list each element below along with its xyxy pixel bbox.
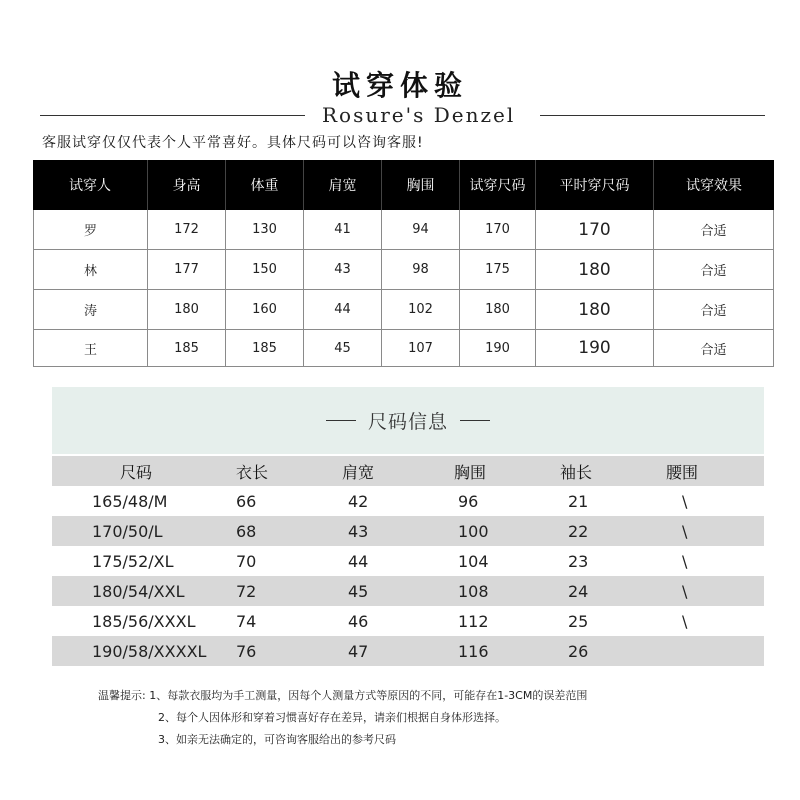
size-cell: 72 xyxy=(236,581,257,601)
size-cell: 74 xyxy=(236,611,257,631)
table-row xyxy=(52,486,764,516)
size-cell: 21 xyxy=(568,491,589,511)
size-cell: 47 xyxy=(348,641,369,661)
tryon-cell: 合适 xyxy=(700,224,727,239)
size-header-cell: 袖长 xyxy=(560,462,593,482)
tryon-cell: 130 xyxy=(226,210,304,249)
size-cell: 175/52/XL xyxy=(92,551,174,571)
tip-line: 温馨提示: 1、每款衣服均为手工测量，因每个人测量方式等原因的不同，可能存在1-3CM的误差范围 xyxy=(98,689,588,702)
tryon-cell: 170 xyxy=(536,210,654,249)
size-cell: 170/50/L xyxy=(92,521,163,541)
tryon-cell: 44 xyxy=(304,290,382,329)
tryon-cell: 180 xyxy=(460,290,536,329)
size-cell: 23 xyxy=(568,551,589,571)
tip-line: 2、每个人因体形和穿着习惯喜好存在差异，请亲们根据自身体形选择。 xyxy=(158,711,506,724)
tryon-cell: 180 xyxy=(536,290,654,329)
size-header-cell: 腰围 xyxy=(666,462,699,482)
size-cell: 100 xyxy=(458,521,489,541)
size-cell: \ xyxy=(682,491,688,511)
tryon-cell: 190 xyxy=(536,330,654,366)
size-cell: 46 xyxy=(348,611,369,631)
tryon-cell: 45 xyxy=(304,330,382,366)
tryon-header-row xyxy=(33,160,774,210)
table-row xyxy=(52,546,764,576)
tryon-cell: 185 xyxy=(148,330,226,366)
size-cell: \ xyxy=(682,581,688,601)
tryon-cell: 41 xyxy=(304,210,382,249)
tryon-cell: 185 xyxy=(226,330,304,366)
size-cell: 68 xyxy=(236,521,257,541)
tryon-cell: 王 xyxy=(34,330,148,366)
banner-dash-right xyxy=(460,420,490,421)
tryon-cell: 190 xyxy=(460,330,536,366)
size-cell: \ xyxy=(682,521,688,541)
size-cell: 42 xyxy=(348,491,369,511)
size-cell: 25 xyxy=(568,611,589,631)
size-cell: 108 xyxy=(458,581,489,601)
tryon-header-cell: 试穿效果 xyxy=(686,178,742,194)
tips-block xyxy=(98,688,587,754)
tryon-header-cell: 肩宽 xyxy=(304,160,382,210)
size-cell: 104 xyxy=(458,551,489,571)
size-cell: 76 xyxy=(236,641,257,661)
tryon-cell: 177 xyxy=(148,250,226,289)
size-cell: 96 xyxy=(458,491,479,511)
tryon-header-cell: 体重 xyxy=(226,160,304,210)
banner-dash-left xyxy=(326,420,356,421)
size-cell: 66 xyxy=(236,491,257,511)
size-info-banner xyxy=(52,387,764,454)
size-cell: 116 xyxy=(458,641,489,661)
size-cell: 165/48/M xyxy=(92,491,168,511)
tryon-cell: 160 xyxy=(226,290,304,329)
tryon-header-cell: 平时穿尺码 xyxy=(536,160,654,210)
tryon-cell: 180 xyxy=(536,250,654,289)
tryon-cell: 林 xyxy=(34,250,148,289)
divider-right xyxy=(540,115,765,116)
tryon-cell: 107 xyxy=(382,330,460,366)
size-cell: 190/58/XXXXL xyxy=(92,641,207,661)
size-cell: \ xyxy=(682,611,688,631)
subtitle-row xyxy=(40,103,765,127)
tryon-cell: 罗 xyxy=(34,210,148,249)
size-header-cell: 胸围 xyxy=(454,462,487,482)
size-cell: 44 xyxy=(348,551,369,571)
divider-left xyxy=(40,115,305,116)
tryon-cell: 合适 xyxy=(700,304,727,319)
size-header-row xyxy=(52,456,764,486)
size-cell: 24 xyxy=(568,581,589,601)
tryon-cell: 94 xyxy=(382,210,460,249)
table-row xyxy=(52,576,764,606)
tryon-header-cell: 试穿尺码 xyxy=(460,160,536,210)
tryon-cell: 175 xyxy=(460,250,536,289)
tryon-cell: 98 xyxy=(382,250,460,289)
table-row xyxy=(52,516,764,546)
size-cell: 43 xyxy=(348,521,369,541)
tryon-cell: 172 xyxy=(148,210,226,249)
tryon-cell: 150 xyxy=(226,250,304,289)
tryon-header-cell: 胸围 xyxy=(382,160,460,210)
size-info-title: 尺码信息 xyxy=(367,411,448,433)
size-cell: 185/56/XXXL xyxy=(92,611,196,631)
page-title: 试穿体验 xyxy=(331,69,468,102)
size-cell: 112 xyxy=(458,611,489,631)
table-row xyxy=(52,636,764,666)
size-cell: \ xyxy=(682,551,688,571)
tryon-cell: 合适 xyxy=(700,342,727,358)
tryon-cell: 170 xyxy=(460,210,536,249)
size-cell: 180/54/XXL xyxy=(92,581,185,601)
tryon-table xyxy=(33,160,774,367)
tryon-cell: 43 xyxy=(304,250,382,289)
tip-line: 3、如亲无法确定的，可咨询客服给出的参考尺码 xyxy=(158,733,396,746)
table-row xyxy=(33,290,774,330)
table-row xyxy=(33,250,774,290)
tryon-header-cell: 试穿人 xyxy=(33,160,148,210)
tryon-cell: 合适 xyxy=(700,264,727,279)
table-row xyxy=(52,606,764,636)
tryon-header-cell: 身高 xyxy=(148,160,226,210)
size-header-cell: 尺码 xyxy=(120,462,153,482)
size-table xyxy=(52,456,764,666)
size-header-cell: 肩宽 xyxy=(342,462,375,482)
size-cell: 26 xyxy=(568,641,589,661)
size-cell: 70 xyxy=(236,551,257,571)
tryon-cell: 102 xyxy=(382,290,460,329)
service-note: 客服试穿仅仅代表个人平常喜好。具体尺码可以咨询客服! xyxy=(42,135,424,151)
tryon-cell: 180 xyxy=(148,290,226,329)
size-cell: 45 xyxy=(348,581,369,601)
table-row xyxy=(33,330,774,367)
tryon-cell: 涛 xyxy=(34,290,148,329)
size-cell: 22 xyxy=(568,521,589,541)
brand-subtitle: Rosure's Denzel xyxy=(322,103,516,127)
size-header-cell: 衣长 xyxy=(236,462,269,482)
table-row xyxy=(33,210,774,250)
